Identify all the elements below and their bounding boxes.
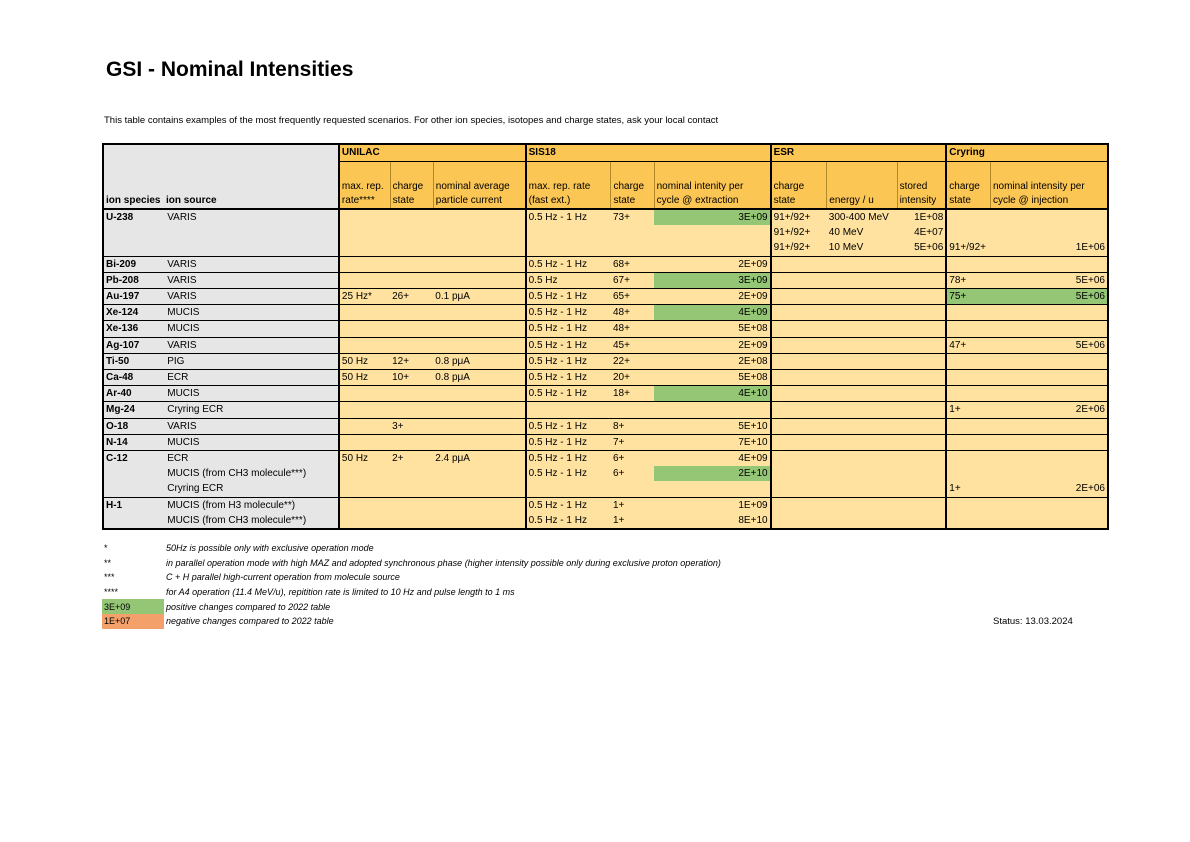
ion-species: C-12 <box>103 451 165 498</box>
footnote-text: for A4 operation (11.4 MeV/u), repitition rate is limited to 10 Hz and pulse length to 1 ms <box>166 587 515 598</box>
esr-charge: 91+/92+ <box>771 240 827 256</box>
unilac-rate <box>339 418 390 434</box>
ion-source: MUCIS <box>165 321 339 337</box>
esr-intensity: 4E+07 <box>897 225 946 240</box>
header-u-rate: max. rep. rate**** <box>339 162 390 210</box>
cryring-cell <box>946 225 1108 240</box>
sis-intensity: 3E+09 <box>654 209 770 225</box>
sis-charge: 6+ <box>611 466 654 481</box>
header-c-int: nominal intensity per cycle @ injection <box>990 162 1108 210</box>
header-unilac: UNILAC <box>339 144 526 162</box>
unilac-charge: 12+ <box>390 353 433 369</box>
cryring-cell <box>946 256 1108 272</box>
sis-rate: 0.5 Hz - 1 Hz <box>526 386 611 402</box>
esr-energy: 300-400 MeV <box>827 209 897 225</box>
unilac-empty <box>339 466 526 497</box>
esr-intensity: 1E+08 <box>897 209 946 225</box>
cryring-cell <box>946 451 1108 467</box>
ion-source: VARIS <box>165 272 339 288</box>
ion-species: Pb-208 <box>103 272 165 288</box>
esr-intensity: 5E+06 <box>897 240 946 256</box>
ion-species: Xe-124 <box>103 305 165 321</box>
footnote <box>102 614 802 629</box>
table-row <box>103 370 1108 386</box>
footnote-key: ** <box>104 557 112 568</box>
unilac-charge: 26+ <box>390 289 433 305</box>
esr-charge: 91+/92+ <box>771 225 827 240</box>
footnote <box>102 599 802 614</box>
sis-rate: 0.5 Hz - 1 Hz <box>526 418 611 434</box>
sis-intensity: 2E+10 <box>654 466 770 481</box>
sis-intensity: 7E+10 <box>654 434 770 450</box>
header-esr: ESR <box>771 144 947 162</box>
sis-charge: 20+ <box>611 370 654 386</box>
table-row <box>103 272 1108 288</box>
cryring-charge: 75+ <box>946 289 990 305</box>
footnote <box>102 556 802 571</box>
table-row <box>103 466 1108 481</box>
ion-source: VARIS <box>165 209 339 256</box>
sis-empty <box>526 481 771 497</box>
unilac-cell <box>339 337 526 353</box>
cryring-intensity: 5E+06 <box>990 337 1108 353</box>
sis-rate: 0.5 Hz - 1 Hz <box>526 353 611 369</box>
unilac-rate: 50 Hz <box>339 370 390 386</box>
header-u-charge: charge state <box>390 162 433 210</box>
esr-energy: 40 MeV <box>827 225 897 240</box>
sis-rate: 0.5 Hz - 1 Hz <box>526 434 611 450</box>
sis-charge: 65+ <box>611 289 654 305</box>
header-ion-source: ion source <box>166 195 217 206</box>
sis-charge: 68+ <box>611 256 654 272</box>
unilac-cell <box>339 272 526 288</box>
footnote <box>102 570 802 585</box>
unilac-cell <box>339 209 526 256</box>
sis-rate: 0.5 Hz - 1 Hz <box>526 513 611 529</box>
sis-rate: 0.5 Hz - 1 Hz <box>526 209 611 225</box>
sis-charge: 48+ <box>611 321 654 337</box>
esr-energy: 10 MeV <box>827 240 897 256</box>
cryring-cell <box>946 386 1108 402</box>
sis-rate: 0.5 Hz - 1 Hz <box>526 289 611 305</box>
sis-rate: 0.5 Hz - 1 Hz <box>526 337 611 353</box>
ion-species: Ti-50 <box>103 353 165 369</box>
table-row <box>103 497 1108 513</box>
sis-intensity: 2E+08 <box>654 353 770 369</box>
legend-positive-swatch: 3E+09 <box>102 599 164 614</box>
cryring-charge: 78+ <box>946 272 990 288</box>
sis-charge: 45+ <box>611 337 654 353</box>
cryring-cell <box>946 370 1108 386</box>
sis-charge: 48+ <box>611 305 654 321</box>
unilac-charge: 3+ <box>390 418 433 434</box>
unilac-cell <box>339 305 526 321</box>
sis-rate: 0.5 Hz - 1 Hz <box>526 305 611 321</box>
footnote <box>102 585 802 600</box>
status-date: Status: 13.03.2024 <box>993 616 1073 627</box>
cryring-charge: 91+/92+ <box>946 240 990 256</box>
sis-intensity: 5E+08 <box>654 321 770 337</box>
sis-empty <box>526 225 771 256</box>
sis-intensity: 1E+09 <box>654 497 770 513</box>
table-row <box>103 434 1108 450</box>
sis-intensity: 2E+09 <box>654 289 770 305</box>
unilac-current: 0.8 pμA <box>433 353 525 369</box>
cryring-cell <box>946 321 1108 337</box>
sis-intensity: 4E+09 <box>654 305 770 321</box>
footnotes <box>102 541 802 629</box>
unilac-cell <box>339 434 526 450</box>
unilac-rate: 50 Hz <box>339 353 390 369</box>
ion-source: Cryring ECR <box>165 481 339 497</box>
ion-species: Bi-209 <box>103 256 165 272</box>
header-ion <box>103 144 339 209</box>
esr-cell <box>771 256 947 272</box>
cryring-charge: 1+ <box>946 481 990 497</box>
table-header-row <box>103 144 1108 162</box>
esr-cell <box>771 418 947 434</box>
sis-rate: 0.5 Hz - 1 Hz <box>526 466 611 481</box>
esr-charge: 91+/92+ <box>771 209 827 225</box>
header-s-int: nominal intenity per cycle @ extraction <box>654 162 770 210</box>
unilac-rate: 50 Hz <box>339 451 390 467</box>
footnote-key: **** <box>104 587 119 598</box>
sis-charge: 8+ <box>611 418 654 434</box>
header-u-current: nominal average particle current <box>433 162 525 210</box>
esr-cell <box>771 370 947 386</box>
sis-intensity: 2E+09 <box>654 256 770 272</box>
table-row <box>103 337 1108 353</box>
ion-source: Cryring ECR <box>165 402 339 418</box>
page-title: GSI - Nominal Intensities <box>106 58 354 81</box>
header-s-rate: max. rep. rate (fast ext.) <box>526 162 611 210</box>
table-row <box>103 386 1108 402</box>
unilac-cell <box>339 402 526 418</box>
ion-source: MUCIS (from CH3 molecule***) <box>165 466 339 481</box>
ion-species: U-238 <box>103 209 165 256</box>
header-e-energy: energy / u <box>827 162 897 210</box>
unilac-rate: 25 Hz* <box>339 289 390 305</box>
cryring-charge: 47+ <box>946 337 990 353</box>
cryring-intensity: 5E+06 <box>990 272 1108 288</box>
ion-species: O-18 <box>103 418 165 434</box>
esr-cell <box>771 305 947 321</box>
table-row <box>103 402 1108 418</box>
footnote-text: C + H parallel high-current operation from molecule source <box>166 572 400 583</box>
sis-charge: 1+ <box>611 497 654 513</box>
unilac-cell <box>339 497 526 529</box>
cryring-charge: 1+ <box>946 402 990 418</box>
footnote <box>102 541 802 556</box>
unilac-cell <box>339 321 526 337</box>
unilac-charge: 10+ <box>390 370 433 386</box>
footnote-text: positive changes compared to 2022 table <box>166 601 331 612</box>
table-row <box>103 305 1108 321</box>
sis-charge: 67+ <box>611 272 654 288</box>
header-ion-species: ion species <box>106 195 161 206</box>
intro-text: This table contains examples of the most frequently requested scenarios. For other ion species, isotopes and charge states, ask your local contact <box>104 115 719 126</box>
esr-cell <box>771 321 947 337</box>
sis-rate: 0.5 Hz - 1 Hz <box>526 321 611 337</box>
footnote-text: negative changes compared to 2022 table <box>166 616 334 627</box>
sis-intensity: 5E+10 <box>654 418 770 434</box>
ion-species: H-1 <box>103 497 165 529</box>
ion-species: Ar-40 <box>103 386 165 402</box>
cryring-intensity: 1E+06 <box>990 240 1108 256</box>
ion-source: MUCIS (from CH3 molecule***) <box>165 513 339 529</box>
sis-rate: 0.5 Hz - 1 Hz <box>526 497 611 513</box>
ion-source: ECR <box>165 370 339 386</box>
unilac-charge: 2+ <box>390 451 433 467</box>
table-row <box>103 289 1108 305</box>
esr-cell <box>771 337 947 353</box>
footnote-key: *** <box>104 572 115 583</box>
table-row <box>103 353 1108 369</box>
sis-intensity: 2E+09 <box>654 337 770 353</box>
esr-cell <box>771 497 947 529</box>
cryring-intensity: 2E+06 <box>990 402 1108 418</box>
cryring-intensity: 5E+06 <box>990 289 1108 305</box>
cryring-cell <box>946 353 1108 369</box>
sis-cell <box>526 402 771 418</box>
table-row <box>103 256 1108 272</box>
esr-cell <box>771 289 947 305</box>
esr-cell <box>771 353 947 369</box>
cryring-cell <box>946 497 1108 529</box>
esr-cell <box>771 386 947 402</box>
sis-charge: 1+ <box>611 513 654 529</box>
sis-rate: 0.5 Hz - 1 Hz <box>526 370 611 386</box>
sis-rate: 0.5 Hz - 1 Hz <box>526 451 611 467</box>
ion-source: VARIS <box>165 256 339 272</box>
ion-species: Au-197 <box>103 289 165 305</box>
footnote-key: * <box>104 543 108 554</box>
table-row <box>103 418 1108 434</box>
unilac-current: 0.1 pμA <box>433 289 525 305</box>
ion-source: VARIS <box>165 418 339 434</box>
sis-intensity: 5E+08 <box>654 370 770 386</box>
cryring-cell <box>946 466 1108 481</box>
ion-species: Mg-24 <box>103 402 165 418</box>
sis-intensity: 4E+10 <box>654 386 770 402</box>
ion-species: Xe-136 <box>103 321 165 337</box>
table-row <box>103 209 1108 225</box>
esr-cell <box>771 272 947 288</box>
ion-source: VARIS <box>165 289 339 305</box>
table-row <box>103 321 1108 337</box>
header-cryring: Cryring <box>946 144 1108 162</box>
header-c-charge: charge state <box>946 162 990 210</box>
sis-rate: 0.5 Hz <box>526 272 611 288</box>
footnote-text: 50Hz is possible only with exclusive operation mode <box>166 543 374 554</box>
esr-cell <box>771 434 947 450</box>
ion-species: Ag-107 <box>103 337 165 353</box>
ion-source: MUCIS <box>165 386 339 402</box>
table-row <box>103 481 1108 497</box>
sis-charge: 7+ <box>611 434 654 450</box>
header-e-charge: charge state <box>771 162 827 210</box>
ion-source: MUCIS (from H3 molecule**) <box>165 497 339 513</box>
footnote-text: in parallel operation mode with high MAZ and adopted synchronous phase (higher intensity possible only during exclusive proton operation) <box>166 557 721 568</box>
unilac-current <box>433 418 525 434</box>
unilac-current: 0.8 pμA <box>433 370 525 386</box>
sis-intensity: 4E+09 <box>654 451 770 467</box>
cryring-intensity: 2E+06 <box>990 481 1108 497</box>
ion-source: MUCIS <box>165 305 339 321</box>
table-row <box>103 451 1108 467</box>
header-e-int: stored intensity <box>897 162 946 210</box>
cryring-cell <box>946 209 1108 225</box>
sis-intensity: 3E+09 <box>654 272 770 288</box>
cryring-cell <box>946 418 1108 434</box>
unilac-cell <box>339 386 526 402</box>
unilac-current: 2.4 pμA <box>433 451 525 467</box>
ion-source: MUCIS <box>165 434 339 450</box>
sis-charge: 22+ <box>611 353 654 369</box>
sis-charge: 73+ <box>611 209 654 225</box>
sis-rate: 0.5 Hz - 1 Hz <box>526 256 611 272</box>
sis-intensity: 8E+10 <box>654 513 770 529</box>
legend-negative-swatch: 1E+07 <box>102 614 164 629</box>
cryring-cell <box>946 434 1108 450</box>
sis-charge: 6+ <box>611 451 654 467</box>
intensity-table <box>102 143 1109 530</box>
sis-charge: 18+ <box>611 386 654 402</box>
cryring-cell <box>946 305 1108 321</box>
header-s-charge: charge state <box>611 162 654 210</box>
ion-source: PIG <box>165 353 339 369</box>
ion-species: Ca-48 <box>103 370 165 386</box>
unilac-cell <box>339 256 526 272</box>
ion-source: VARIS <box>165 337 339 353</box>
esr-cell <box>771 451 947 498</box>
esr-cell <box>771 402 947 418</box>
header-sis18: SIS18 <box>526 144 771 162</box>
ion-source: ECR <box>165 451 339 467</box>
ion-species: N-14 <box>103 434 165 450</box>
